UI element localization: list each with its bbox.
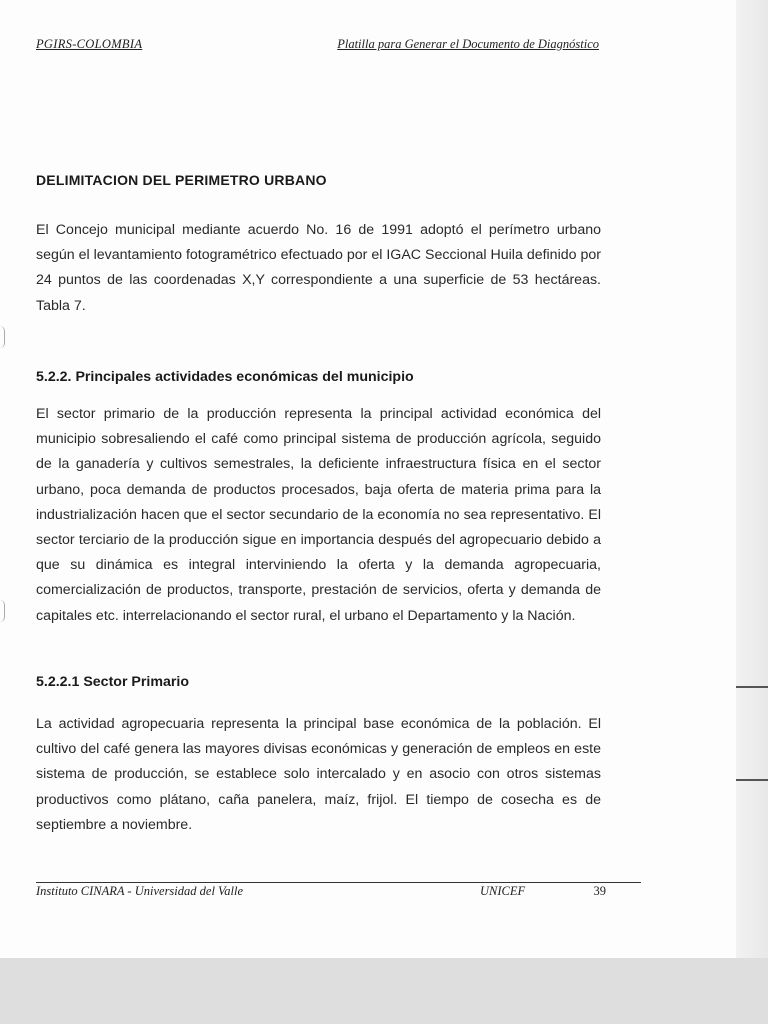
header-project-name: PGIRS-COLOMBIA — [36, 37, 143, 51]
subsection-paragraph-primary-sector: La actividad agropecuaria representa la principal base económica de la población. El cultivo del café genera las mayores divisas económicas y generación de empleos en este sistema de producción, se establece solo intercalado y en asocio con otros sistemas productivos como plátano, caña panelera, maíz, frijol. El tiempo de cosecha es de septiembre a noviembre. — [36, 716, 601, 833]
scan-margin-mark — [0, 600, 5, 622]
footer-divider — [36, 882, 641, 883]
page-footer — [36, 884, 606, 902]
subsection-title-primary-sector: 5.2.2.1 Sector Primario — [36, 674, 189, 690]
scan-margin-mark — [0, 326, 5, 348]
footer-institution: Instituto CINARA - Universidad del Valle — [36, 884, 244, 898]
section-paragraph: El Concejo municipal mediante acuerdo No. 16 de 1991 adoptó el perímetro urbano según el levantamiento fotogramétrico efectuado por el IGAC Seccional Huila definido por 24 puntos de las coordenadas X,Y correspondiente a una superficie de 53 hectáreas. Tabla 7. — [36, 222, 601, 314]
scan-border-right — [736, 0, 768, 1024]
header-document-title: Platilla para Generar el Documento de Diagnóstico — [337, 37, 599, 51]
scan-edge-line — [736, 779, 768, 781]
subsection-title-economic-activities: 5.2.2. Principales actividades económicas del municipio — [36, 369, 414, 385]
page-number: 39 — [593, 884, 606, 898]
scan-border-bottom — [0, 958, 768, 1024]
subsection-paragraph-economic-activities: El sector primario de la producción representa la principal actividad económica del municipio sobresaliendo el café como principal sistema de producción agrícola, seguido de la ganadería y cultivos semestrales, la deficiente infraestructura física en el sector urbano, poca demanda de productos procesados, baja oferta de materia prima para la industrialización hacen que el sector secundario de la economía no sea representativo. El sector terciario de la producción sigue en importancia después del agropecuario debido a que su dinámica es integral interviniendo la oferta y la demanda agropecuaria, comercialización de productos, transporte, prestación de servicios, oferta y demanda de capitales etc. interrelacionando el sector rural, el urbano el Departamento y la Nación. — [36, 406, 601, 624]
section-title: DELIMITACION DEL PERIMETRO URBANO — [36, 172, 327, 188]
scan-edge-line — [736, 686, 768, 688]
footer-organization: UNICEF — [480, 884, 526, 898]
page-header — [36, 37, 599, 55]
